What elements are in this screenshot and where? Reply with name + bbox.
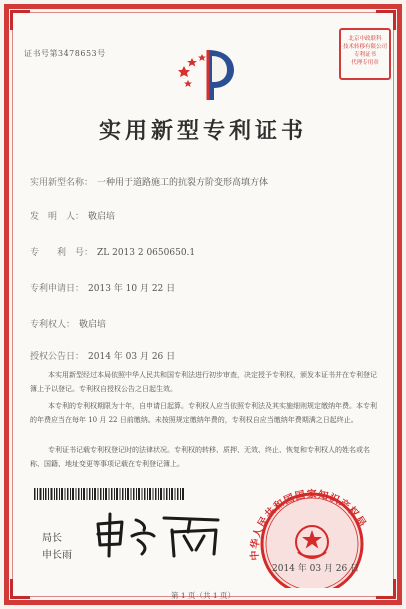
field-grant-date xyxy=(30,349,175,362)
field-utility-model-name xyxy=(30,175,268,188)
field-label: 发 明 人： xyxy=(30,212,85,222)
field-value: 2014 年 03 月 26 日 xyxy=(88,352,176,362)
field-value: ZL 2013 2 0650650.1 xyxy=(97,248,196,258)
seal-text: 中华人民共和国国家知识产权局 xyxy=(249,489,368,561)
certificate-title: 实用新型专利证书 xyxy=(98,118,307,144)
field-label: 专利申请日： xyxy=(30,284,85,294)
field-label: 实用新型名称： xyxy=(30,178,94,188)
field-label: 专利权人： xyxy=(30,320,76,330)
barcode xyxy=(34,488,184,500)
corner-ornament-top-left xyxy=(10,10,30,30)
signatory-title: 局长 xyxy=(42,533,62,544)
paragraph-term: 本专利的专利权期限为十年，自申请日起算。专利权人应当依照专利法及其实施细则规定缴纳年费。本专利的年费应当在每年 10 月 22 日前缴纳。未按照规定缴纳年费的，专利权自应当缴纳年费期满之日起终止。 xyxy=(30,402,377,424)
field-label: 专 利 号： xyxy=(30,248,94,258)
issue-date: 2014 年 03 月 26 日 xyxy=(272,564,360,574)
certificate-number: 证书号第3478653号 xyxy=(24,49,106,58)
page-indicator: 第 1 页（共 1 页） xyxy=(170,591,236,600)
field-value: 2013 年 10 月 22 日 xyxy=(88,284,176,294)
corner-ornament-top-right xyxy=(376,10,396,30)
field-label: 授权公告日： xyxy=(30,352,85,362)
signatory-name: 申长雨 xyxy=(42,550,72,561)
field-value: 敬启培 xyxy=(79,320,107,330)
field-value: 敬启培 xyxy=(88,212,116,222)
sipo-logo-icon xyxy=(178,44,238,104)
paragraph-grant: 本实用新型经过本局依照中华人民共和国专利法进行初步审查，决定授予专利权，颁发本证书并在专利登记簿上予以登记。专利权自授权公告之日起生效。 xyxy=(30,371,377,393)
agency-stamp: 北京中政联科 技术转移有限公司 专利证书 代理专用章 xyxy=(339,28,391,80)
field-patent-number xyxy=(30,245,195,258)
field-value: 一种用于道路施工的抗裂方阶变形高填方体 xyxy=(97,178,269,188)
field-patentee xyxy=(30,317,106,330)
field-inventor xyxy=(30,209,115,222)
paragraph-legal-status: 专利证书记载专利权登记时的法律状况。专利权的转移、质押、无效、终止、恢复和专利权人的姓名或名称、国籍、地址变更等事项记载在专利登记簿上。 xyxy=(30,446,370,468)
handwritten-signature xyxy=(92,510,232,560)
field-filing-date xyxy=(30,281,175,294)
